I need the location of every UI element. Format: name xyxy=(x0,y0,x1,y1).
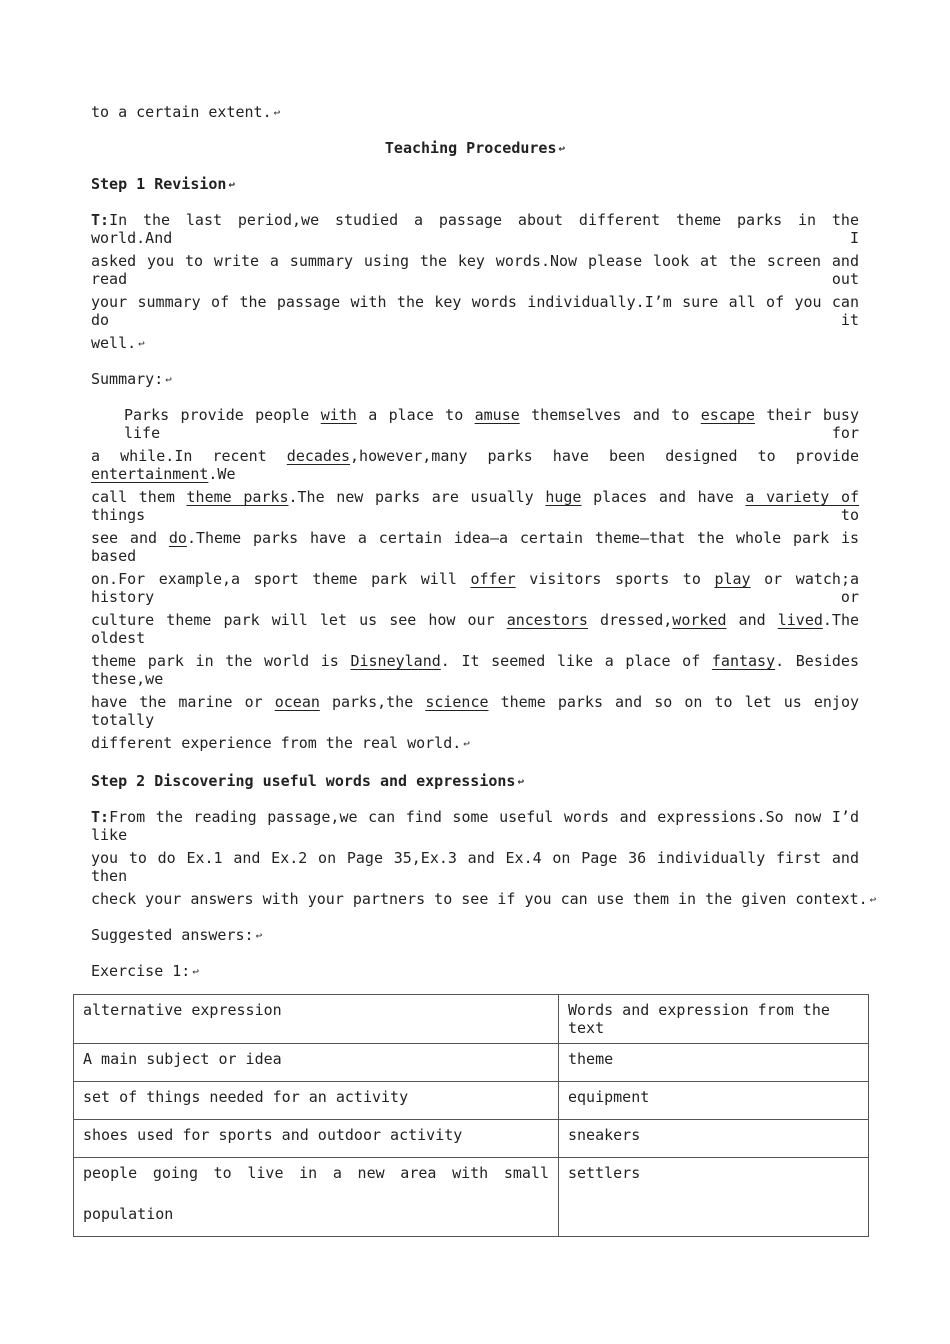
paragraph-mark-icon: ↩ xyxy=(138,337,145,350)
summary-text: a while.In recent xyxy=(91,447,287,465)
step1-line-3 xyxy=(91,293,859,329)
summary-text: .Theme parks have a certain idea—a certain theme—that the whole park is based xyxy=(91,529,860,565)
suggested-answers-label: Suggested answers: xyxy=(91,926,254,944)
speaker-label: T: xyxy=(91,211,110,229)
summary-line-4 xyxy=(91,529,859,565)
summary-text: have the marine or xyxy=(91,693,275,711)
summary-text: things to xyxy=(91,506,859,524)
step1-line-2 xyxy=(91,252,859,288)
summary-text: themselves and to xyxy=(519,406,701,424)
table-row xyxy=(74,1044,869,1082)
intro-tail-line xyxy=(91,103,859,122)
step2-text: From the reading passage,we can find some useful words and expressions.So now I’d like xyxy=(91,808,859,844)
paragraph-mark-icon: ↩ xyxy=(192,965,199,978)
table-row xyxy=(74,1120,869,1158)
paragraph-mark-icon: ↩ xyxy=(463,737,470,750)
key-word: worked xyxy=(672,611,727,629)
table-cell: set of things needed for an activity xyxy=(74,1082,559,1120)
key-word: science xyxy=(425,693,489,711)
summary-text: theme park in the world is xyxy=(91,652,351,670)
summary-text: dressed, xyxy=(587,611,673,629)
summary-label-line xyxy=(91,370,859,389)
summary-line-7 xyxy=(91,652,859,688)
summary-text: .The oldest xyxy=(91,611,860,647)
summary-line-3 xyxy=(91,488,859,524)
summary-text: see and xyxy=(91,529,169,547)
table-cell xyxy=(74,1158,559,1237)
paragraph-mark-icon: ↩ xyxy=(165,373,172,386)
table-cell: theme xyxy=(559,1044,869,1082)
summary-text: call them xyxy=(91,488,187,506)
step1-text: asked you to write a summary using the key words.Now please look at the screen and read out xyxy=(91,252,859,288)
table-cell-line: people going to live in a new area with small xyxy=(83,1164,549,1182)
step1-text: your summary of the passage with the key words individually.I’m sure all of you can do it xyxy=(91,293,859,329)
exercise-1-table xyxy=(73,994,869,1237)
paragraph-mark-icon: ↩ xyxy=(273,106,281,119)
key-word: with xyxy=(320,406,357,424)
summary-text: . Besides these,we xyxy=(91,652,859,688)
summary-line-5 xyxy=(91,570,859,606)
key-word: entertainment xyxy=(91,465,209,483)
summary-text: or watch;a history or xyxy=(91,570,860,606)
key-word: fantasy xyxy=(711,652,776,670)
step1-line-4 xyxy=(91,334,859,353)
step2-title xyxy=(91,772,859,791)
step2-text: you to do Ex.1 and Ex.2 on Page 35,Ex.3 and Ex.4 on Page 36 individually first and then xyxy=(91,849,859,885)
summary-line-9 xyxy=(91,734,859,753)
key-word: theme parks xyxy=(186,488,289,506)
paragraph-mark-icon: ↩ xyxy=(228,178,236,191)
intro-tail-text: to a certain extent. xyxy=(91,103,272,121)
key-word: offer xyxy=(470,570,516,588)
paragraph-mark-icon: ↩ xyxy=(869,893,877,906)
summary-text: and xyxy=(726,611,778,629)
step2-line-3 xyxy=(91,890,877,909)
summary-text: parks,the xyxy=(319,693,426,711)
table-cell: shoes used for sports and outdoor activity xyxy=(74,1120,559,1158)
summary-text: theme parks and so on to let us enjoy totally xyxy=(91,693,860,729)
step1-text: well. xyxy=(91,334,137,352)
summary-text: different experience from the real world. xyxy=(91,734,462,752)
speaker-label: T: xyxy=(91,808,110,826)
summary-text: on.For example,a sport theme park will xyxy=(91,570,471,588)
table-cell-line: population xyxy=(83,1205,174,1223)
key-word: ancestors xyxy=(506,611,588,629)
exercise-1-label: Exercise 1: xyxy=(91,962,191,980)
summary-text: ,however,many parks have been designed to provide xyxy=(350,447,859,465)
table-cell: A main subject or idea xyxy=(74,1044,559,1082)
exercise-label-line xyxy=(91,962,859,981)
step1-text: In the last period,we studied a passage about different theme parks in the world.And I xyxy=(91,211,859,247)
summary-line-2 xyxy=(91,447,859,483)
key-word: huge xyxy=(545,488,582,506)
step1-title-text: Step 1 Revision xyxy=(91,175,227,193)
key-word: ocean xyxy=(274,693,320,711)
summary-line-6 xyxy=(91,611,859,647)
step2-text: check your answers with your partners to see if you can use them in the given context. xyxy=(91,890,868,908)
key-word: amuse xyxy=(474,406,520,424)
table-cell: settlers xyxy=(559,1158,869,1237)
summary-line-8 xyxy=(91,693,859,729)
table-header-cell: alternative expression xyxy=(74,995,559,1044)
summary-line-1 xyxy=(124,406,859,442)
table-cell: equipment xyxy=(559,1082,869,1120)
table-cell: sneakers xyxy=(559,1120,869,1158)
summary-text: a place to xyxy=(356,406,475,424)
summary-text: Parks provide people xyxy=(124,406,321,424)
summary-text: .The new parks are usually xyxy=(288,488,546,506)
key-word: Disneyland xyxy=(350,652,441,670)
key-word: play xyxy=(714,570,751,588)
paragraph-mark-icon: ↩ xyxy=(517,775,525,788)
step2-line-1 xyxy=(91,808,859,844)
heading-text: Teaching Procedures xyxy=(384,139,557,157)
table-row xyxy=(74,1082,869,1120)
step2-line-2 xyxy=(91,849,859,885)
paragraph-mark-icon: ↩ xyxy=(558,142,566,155)
table-row xyxy=(74,1158,869,1237)
summary-text: places and have xyxy=(581,488,746,506)
summary-text: culture theme park will let us see how our xyxy=(91,611,507,629)
table-header-cell: Words and expression from the text xyxy=(559,995,869,1044)
table-header-row xyxy=(74,995,869,1044)
summary-label: Summary: xyxy=(91,370,164,388)
step1-line-1 xyxy=(91,211,859,247)
summary-text: their busy life for xyxy=(124,406,859,442)
paragraph-mark-icon: ↩ xyxy=(255,929,263,942)
key-word: decades xyxy=(286,447,351,465)
key-word: escape xyxy=(700,406,755,424)
key-word: do xyxy=(168,529,187,547)
summary-text: . It seemed like a place of xyxy=(440,652,712,670)
section-heading xyxy=(91,139,859,158)
step2-title-text: Step 2 Discovering useful words and expressions xyxy=(91,772,516,790)
suggested-answers-line xyxy=(91,926,859,945)
key-word: lived xyxy=(777,611,823,629)
summary-text: visitors sports to xyxy=(515,570,715,588)
step1-title xyxy=(91,175,859,194)
key-word: a variety of xyxy=(745,488,860,506)
summary-text: .We xyxy=(208,465,236,483)
